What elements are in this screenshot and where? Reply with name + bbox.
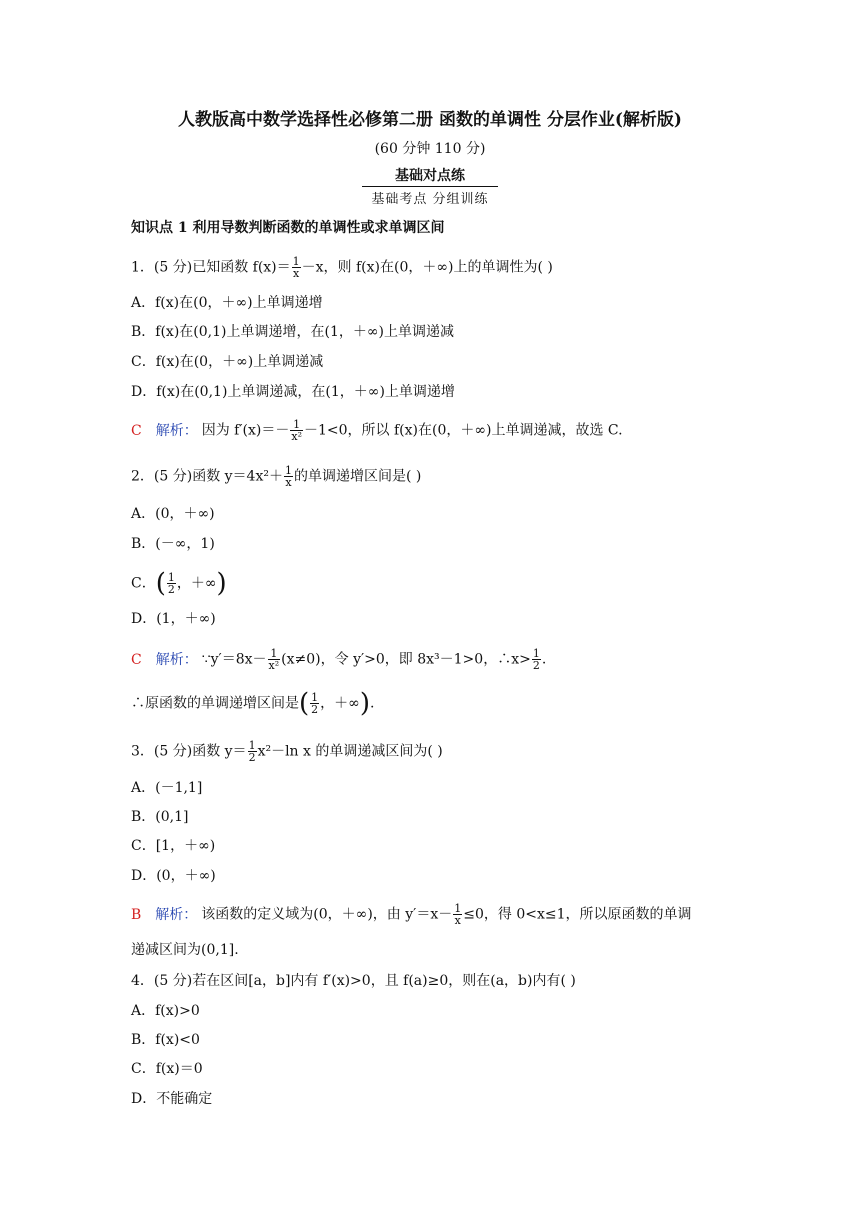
q2-conclusion-end: . bbox=[369, 695, 375, 712]
q2-option-c-fraction bbox=[167, 572, 176, 595]
q4-option-d: D．不能确定 bbox=[131, 1091, 213, 1107]
q3-option-c: C．[1，＋∞) bbox=[131, 838, 216, 854]
q2-analysis-end: . bbox=[541, 651, 547, 668]
q1-frac-num: 1 bbox=[292, 255, 300, 268]
q1-analysis-post: －1<0，所以 f(x)在(0，＋∞)上单调递减，故选 C. bbox=[303, 422, 623, 439]
q1-fraction bbox=[292, 256, 301, 279]
q2-ana-frac-den: x² bbox=[268, 659, 280, 672]
q2-fraction bbox=[284, 465, 293, 488]
question-1-stem bbox=[131, 256, 553, 279]
section-subtitle: 基础考点 分组训练 bbox=[371, 192, 489, 207]
question-2-stem bbox=[131, 465, 421, 488]
q2-c-frac-num: 1 bbox=[167, 571, 175, 584]
q2-concl-frac-num: 1 bbox=[311, 691, 319, 704]
q1-ana-frac-num: 1 bbox=[290, 419, 303, 431]
q1-analysis-fraction bbox=[290, 419, 303, 442]
question-4-stem: 4．(5 分)若在区间[a，b]内有 f′(x)>0，且 f(a)≥0，则在(a，b)内有( ) bbox=[131, 973, 576, 989]
q2-option-c-label: C． bbox=[131, 575, 156, 592]
q3-analysis-fraction bbox=[453, 903, 462, 926]
q1-stem-suffix: －x，则 f(x)在(0，＋∞)上的单调性为( ) bbox=[301, 259, 553, 276]
knowledge-point-heading: 知识点 1 利用导数判断函数的单调性或求单调区间 bbox=[131, 220, 445, 236]
q4-option-b: B．f(x)<0 bbox=[131, 1032, 200, 1048]
section-title: 基础对点练 bbox=[395, 168, 465, 184]
q2-ana-frac2-den: 2 bbox=[532, 659, 540, 672]
q3-answer: B bbox=[131, 906, 142, 923]
q2-concl-frac-den: 2 bbox=[311, 703, 319, 716]
q3-frac-num: 1 bbox=[248, 739, 256, 752]
q2-answer: C bbox=[131, 651, 142, 668]
q1-option-c: C．f(x)在(0，＋∞)上单调递减 bbox=[131, 354, 324, 370]
q2-analysis-fraction bbox=[268, 648, 281, 671]
q3-ana-frac-num: 1 bbox=[454, 902, 462, 915]
q3-ana-frac-den: x bbox=[454, 914, 461, 927]
q2-option-d: D．(1，＋∞) bbox=[131, 611, 216, 627]
q2-analysis-mid: (x≠0)，令 y′>0，即 8x³－1>0，∴x> bbox=[281, 651, 531, 668]
q3-option-b: B．(0,1] bbox=[131, 809, 189, 825]
q3-option-a: A．(－1,1] bbox=[131, 780, 203, 796]
q2-analysis-conclusion bbox=[131, 688, 375, 719]
q3-analysis-label: 解析： bbox=[155, 906, 198, 923]
q1-option-d: D．f(x)在(0,1)上单调递减，在(1，＋∞)上单调递增 bbox=[131, 384, 455, 400]
q3-analysis-post: ≤0，得 0<x≤1，所以原函数的单调 bbox=[463, 906, 692, 923]
q4-option-c: C．f(x)＝0 bbox=[131, 1061, 203, 1077]
q2-analysis-fraction-2 bbox=[532, 648, 541, 671]
q2-stem-suffix: 的单调递增区间是( ) bbox=[293, 468, 422, 485]
q1-answer: C bbox=[131, 422, 142, 439]
q2-conclusion-tail: ，＋∞ bbox=[320, 695, 360, 712]
q4-option-a: A．f(x)>0 bbox=[131, 1003, 200, 1019]
q1-analysis-pre: 因为 f′(x)＝－ bbox=[201, 422, 290, 439]
right-paren: ) bbox=[216, 568, 227, 599]
document-title: 人教版高中数学选择性必修第二册 函数的单调性 分层作业(解析版) bbox=[178, 110, 682, 130]
q1-ana-frac-den: x² bbox=[291, 430, 302, 443]
q2-ana-frac-num: 1 bbox=[268, 648, 281, 660]
q3-analysis-pre: 该函数的定义域为(0，＋∞)，由 y′＝x－ bbox=[201, 906, 453, 923]
q3-frac-den: 2 bbox=[248, 751, 256, 764]
q2-analysis-label: 解析： bbox=[155, 651, 198, 668]
q2-option-b: B．(－∞，1) bbox=[131, 536, 215, 552]
q3-analysis bbox=[131, 903, 692, 926]
q1-analysis bbox=[131, 419, 623, 442]
question-3-stem bbox=[131, 740, 443, 763]
q2-analysis bbox=[131, 648, 546, 671]
q3-option-d: D．(0，＋∞) bbox=[131, 868, 216, 884]
q1-stem-prefix: 1．(5 分)已知函数 f(x)＝ bbox=[131, 259, 291, 276]
q1-analysis-label: 解析： bbox=[155, 422, 198, 439]
q3-stem-suffix: x²－ln x 的单调递减区间为( ) bbox=[257, 743, 443, 760]
q2-stem-prefix: 2．(5 分)函数 y＝4x²＋ bbox=[131, 468, 283, 485]
q2-option-c bbox=[131, 568, 227, 599]
left-paren: ( bbox=[155, 568, 166, 599]
q1-option-a: A．f(x)在(0，＋∞)上单调递增 bbox=[131, 295, 323, 311]
section-divider bbox=[362, 186, 498, 187]
q2-conclusion-fraction bbox=[310, 692, 319, 715]
right-paren: ) bbox=[359, 688, 370, 719]
q2-c-frac-den: 2 bbox=[167, 583, 175, 596]
q2-ana-frac2-num: 1 bbox=[532, 647, 540, 660]
time-score-info: (60 分钟 110 分) bbox=[374, 141, 486, 157]
q2-frac-den: x bbox=[285, 476, 292, 489]
q2-analysis-pre: ∵y′＝8x－ bbox=[201, 651, 267, 668]
q2-conclusion-pre: ∴原函数的单调递增区间是 bbox=[131, 695, 299, 712]
q2-option-c-tail: ，＋∞ bbox=[176, 575, 217, 592]
q3-fraction bbox=[248, 740, 257, 763]
left-paren: ( bbox=[299, 688, 310, 719]
q2-frac-num: 1 bbox=[284, 464, 292, 477]
q2-option-a: A．(0，＋∞) bbox=[131, 506, 215, 522]
q1-option-b: B．f(x)在(0,1)上单调递增，在(1，＋∞)上单调递减 bbox=[131, 324, 454, 340]
q1-frac-den: x bbox=[293, 267, 300, 280]
q3-analysis-line-2: 递减区间为(0,1]. bbox=[131, 942, 239, 958]
q3-stem-prefix: 3．(5 分)函数 y＝ bbox=[131, 743, 247, 760]
